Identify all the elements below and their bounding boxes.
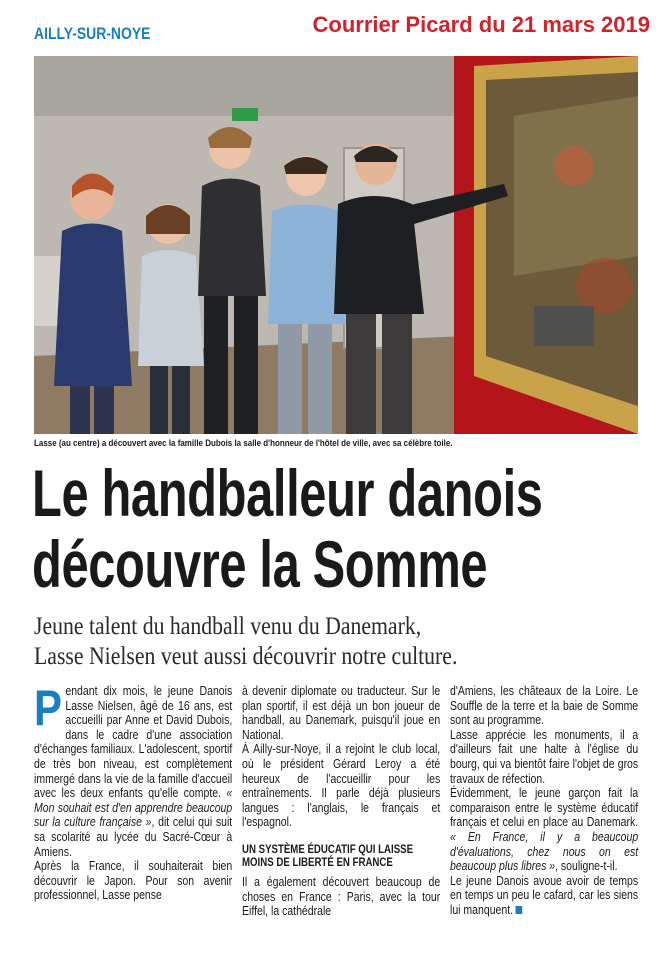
article-photo [34,56,638,434]
article-paragraph: À Ailly-sur-Noye, il a rejoint le club local, où le président Gérard Leroy a été heureux de l'accueillir pour les entraînements. Il parle déjà plusieurs langues : l'anglais, le français et l'espagnol. [242,742,441,830]
article-paragraph: à devenir diplomate ou traducteur. Sur le plan sportif, il est déjà un bon joueur de handball, au Danemark, puisqu'il joue en National. [242,684,441,742]
article-column-3 [450,684,638,918]
article-column-1 [34,680,233,903]
article-paragraph: Il a également découvert beaucoup de choses en France : Paris, avec la tour Eiffel, la cathédrale [242,874,441,919]
quote-text: « En France, il y a beaucoup d'évaluations, chez nous on est beaucoup plus libres » [450,829,639,874]
article-paragraph: d'Amiens, les châteaux de la Loire. Le Souffle de la terre et la baie de Somme sont au programme. [450,684,639,728]
paragraph-text: , souligne-t-il. [555,859,618,874]
headline-line-1: Le handballeur danois [32,456,543,530]
paragraph-text: , dit celui qui suit sa scolarité au lycée du Sacré-Cœur à Amiens. [34,815,233,859]
subhead [34,612,457,672]
intertitle: UN SYSTÈME ÉDUCATIF QUI LAISSE MOINS DE LIBERTÉ EN FRANCE [242,843,414,869]
subhead-line-2: Lasse Nielsen veut aussi découvrir notre culture. [34,643,458,670]
headline [32,458,565,600]
photo-caption: Lasse (au centre) a découvert avec la famille Dubois la salle d'honneur de l'hôtel de ville, avec sa célèbre toile. [34,438,453,449]
paragraph-text: endant dix mois, le jeune Danois Lasse Nielsen, âgé de 16 ans, est accueilli par Anne et David Dubois, dans le cadre d'une association d'échanges familiaux. L'adolescent, sportif de très bon niveau, est complètement immergé dans la vie de la famille d'accueil avec les deux enfants qu'elle compte. [34,684,233,801]
end-of-article-mark [516,906,523,914]
article-paragraph [34,680,233,859]
paragraph-text: Le jeune Danois avoue avoir de temps en temps un peu le cafard, car les siens lui manquent. [450,873,639,917]
section-kicker: AILLY-SUR-NOYE [34,24,151,43]
quote-text: « Mon souhait est d'en apprendre beaucoup sur la culture française » [34,786,233,830]
headline-line-2: découvre la Somme [32,527,488,601]
article-paragraph: Après la France, il souhaiterait bien découvrir le Japon. Pour son avenir professionnel, Lasse pense [34,859,233,903]
drop-cap: P [34,680,63,736]
paragraph-text: Évidemment, le jeune garçon fait la comparaison entre le système éducatif français et celui en place au Danemark. [450,786,639,830]
source-label: Courrier Picard du 21 mars 2019 [312,12,650,37]
exit-sign [232,108,258,121]
article-paragraph [450,874,638,918]
subhead-line-1: Jeune talent du handball venu du Danemark, [34,613,422,640]
article-paragraph: Lasse apprécie les monuments, il a d'ailleurs fait une halte à l'église du bourg, qui va bientôt faire l'objet de gros travaux de réfection. [450,727,639,786]
article-paragraph [450,786,638,874]
article-column-2 [242,684,440,919]
